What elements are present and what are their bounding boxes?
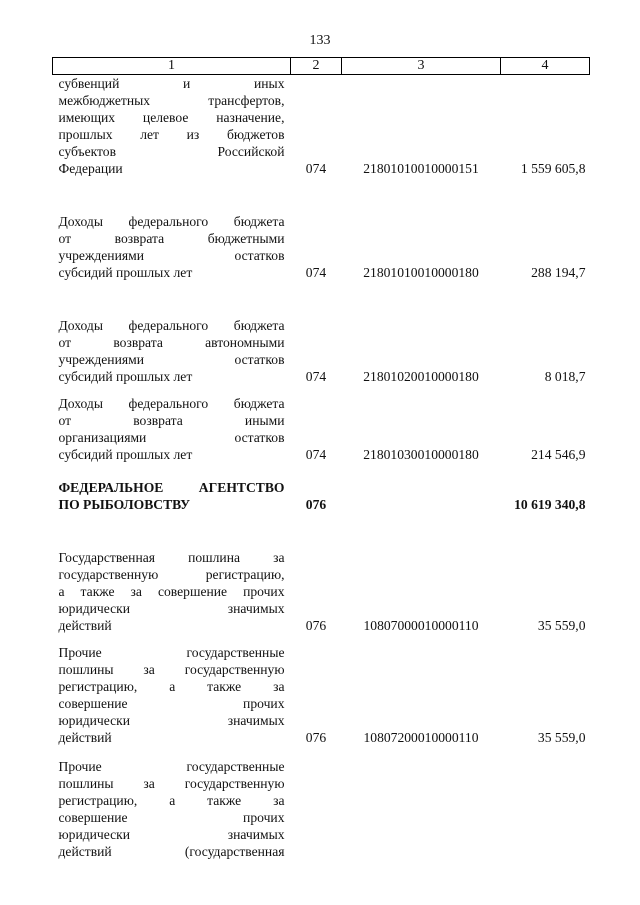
row-revenue-code: 21801010010000151: [363, 161, 479, 176]
desc-line: учреждениями остатков: [58, 248, 285, 263]
desc-line: ПО РЫБОЛОВСТВУ: [58, 497, 191, 512]
desc-line: регистрацию, а также за: [58, 793, 285, 808]
desc-line: учреждениями остатков: [58, 352, 285, 367]
desc-line: субъектов Российской: [58, 144, 285, 159]
row-amount: [501, 758, 590, 860]
desc-line: государственную регистрацию,: [58, 567, 285, 582]
desc-line: действий: [58, 618, 112, 633]
row-admin-code: 074: [305, 161, 327, 176]
row-amount: 1 559 605,8: [520, 161, 586, 176]
desc-line: совершение прочих: [58, 810, 285, 825]
col-header-2: 2: [291, 58, 342, 75]
desc-line: межбюджетных трансфертов,: [58, 93, 285, 108]
row-description: [53, 644, 291, 746]
row-admin-code: 074: [305, 369, 327, 384]
desc-line: имеющих целевое назначение,: [58, 110, 285, 125]
desc-line: от возврата иными: [58, 413, 285, 428]
desc-line: Государственная пошлина за: [58, 550, 285, 565]
desc-line: организациями остатков: [58, 430, 285, 445]
desc-line: от возврата бюджетными: [58, 231, 285, 246]
desc-line: регистрацию, а также за: [58, 679, 285, 694]
table-row: [53, 644, 590, 746]
row-amount: 8 018,7: [544, 369, 586, 384]
agency-name: [53, 479, 291, 513]
row-admin-code: [291, 758, 342, 860]
desc-line: прошлых лет из бюджетов: [58, 127, 285, 142]
row-revenue-code: 10807200010000110: [363, 730, 479, 745]
table-row: [53, 75, 590, 178]
row-revenue-code: [342, 758, 501, 860]
desc-line: Прочие государственные: [58, 759, 285, 774]
row-description: [53, 395, 291, 463]
row-admin-code: 076: [305, 730, 327, 745]
row-description: [53, 758, 291, 860]
col-header-1: 1: [53, 58, 291, 75]
row-description: [53, 213, 291, 281]
col-header-4: 4: [501, 58, 590, 75]
row-admin-code: 074: [305, 265, 327, 280]
desc-line: субсидий прошлых лет: [58, 447, 193, 462]
row-admin-code: 074: [305, 447, 327, 462]
row-revenue-code: 10807000010000110: [363, 618, 479, 633]
desc-line: Федерации: [58, 161, 123, 176]
page-number: 133: [309, 33, 331, 48]
row-amount: 35 559,0: [537, 618, 586, 633]
row-description: [53, 549, 291, 634]
desc-line: Прочие государственные: [58, 645, 285, 660]
row-description: [53, 317, 291, 385]
desc-line: субсидий прошлых лет: [58, 265, 193, 280]
desc-line: а также за совершение прочих: [58, 584, 285, 599]
table-row: [53, 317, 590, 385]
row-amount: 214 546,9: [531, 447, 586, 462]
col-header-3: 3: [342, 58, 501, 75]
table-row: [53, 395, 590, 463]
desc-line: Доходы федерального бюджета: [58, 214, 285, 229]
desc-line: юридически значимых: [58, 713, 285, 728]
desc-line: пошлины за государственную: [58, 662, 285, 677]
row-amount: 35 559,0: [537, 730, 586, 745]
desc-line: пошлины за государственную: [58, 776, 285, 791]
desc-line: субсидий прошлых лет: [58, 369, 193, 384]
agency-revenue-code: [342, 479, 501, 513]
revenue-table: [52, 57, 590, 860]
desc-line: субвенций и иных: [58, 76, 285, 91]
table-row: [53, 758, 590, 860]
row-revenue-code: 21801010010000180: [363, 265, 479, 280]
desc-line: ФЕДЕРАЛЬНОЕ АГЕНТСТВО: [58, 480, 285, 495]
desc-line: Доходы федерального бюджета: [58, 318, 285, 333]
table-header-row: [53, 58, 590, 75]
row-amount: 288 194,7: [531, 265, 586, 280]
desc-line: действий: [58, 730, 112, 745]
desc-line: от возврата автономными: [58, 335, 285, 350]
desc-line: совершение прочих: [58, 696, 285, 711]
table-row-agency: [53, 479, 590, 513]
table-row: [53, 549, 590, 634]
row-admin-code: 076: [305, 618, 327, 633]
desc-line: юридически значимых: [58, 827, 285, 842]
row-description: [53, 75, 291, 178]
desc-line: действий (государственная: [58, 844, 285, 859]
table-row: [53, 213, 590, 281]
agency-amount: 10 619 340,8: [514, 497, 586, 512]
row-revenue-code: 21801030010000180: [363, 447, 479, 462]
desc-line: Доходы федерального бюджета: [58, 396, 285, 411]
agency-admin-code: 076: [305, 497, 327, 512]
desc-line: юридически значимых: [58, 601, 285, 616]
row-revenue-code: 21801020010000180: [363, 369, 479, 384]
